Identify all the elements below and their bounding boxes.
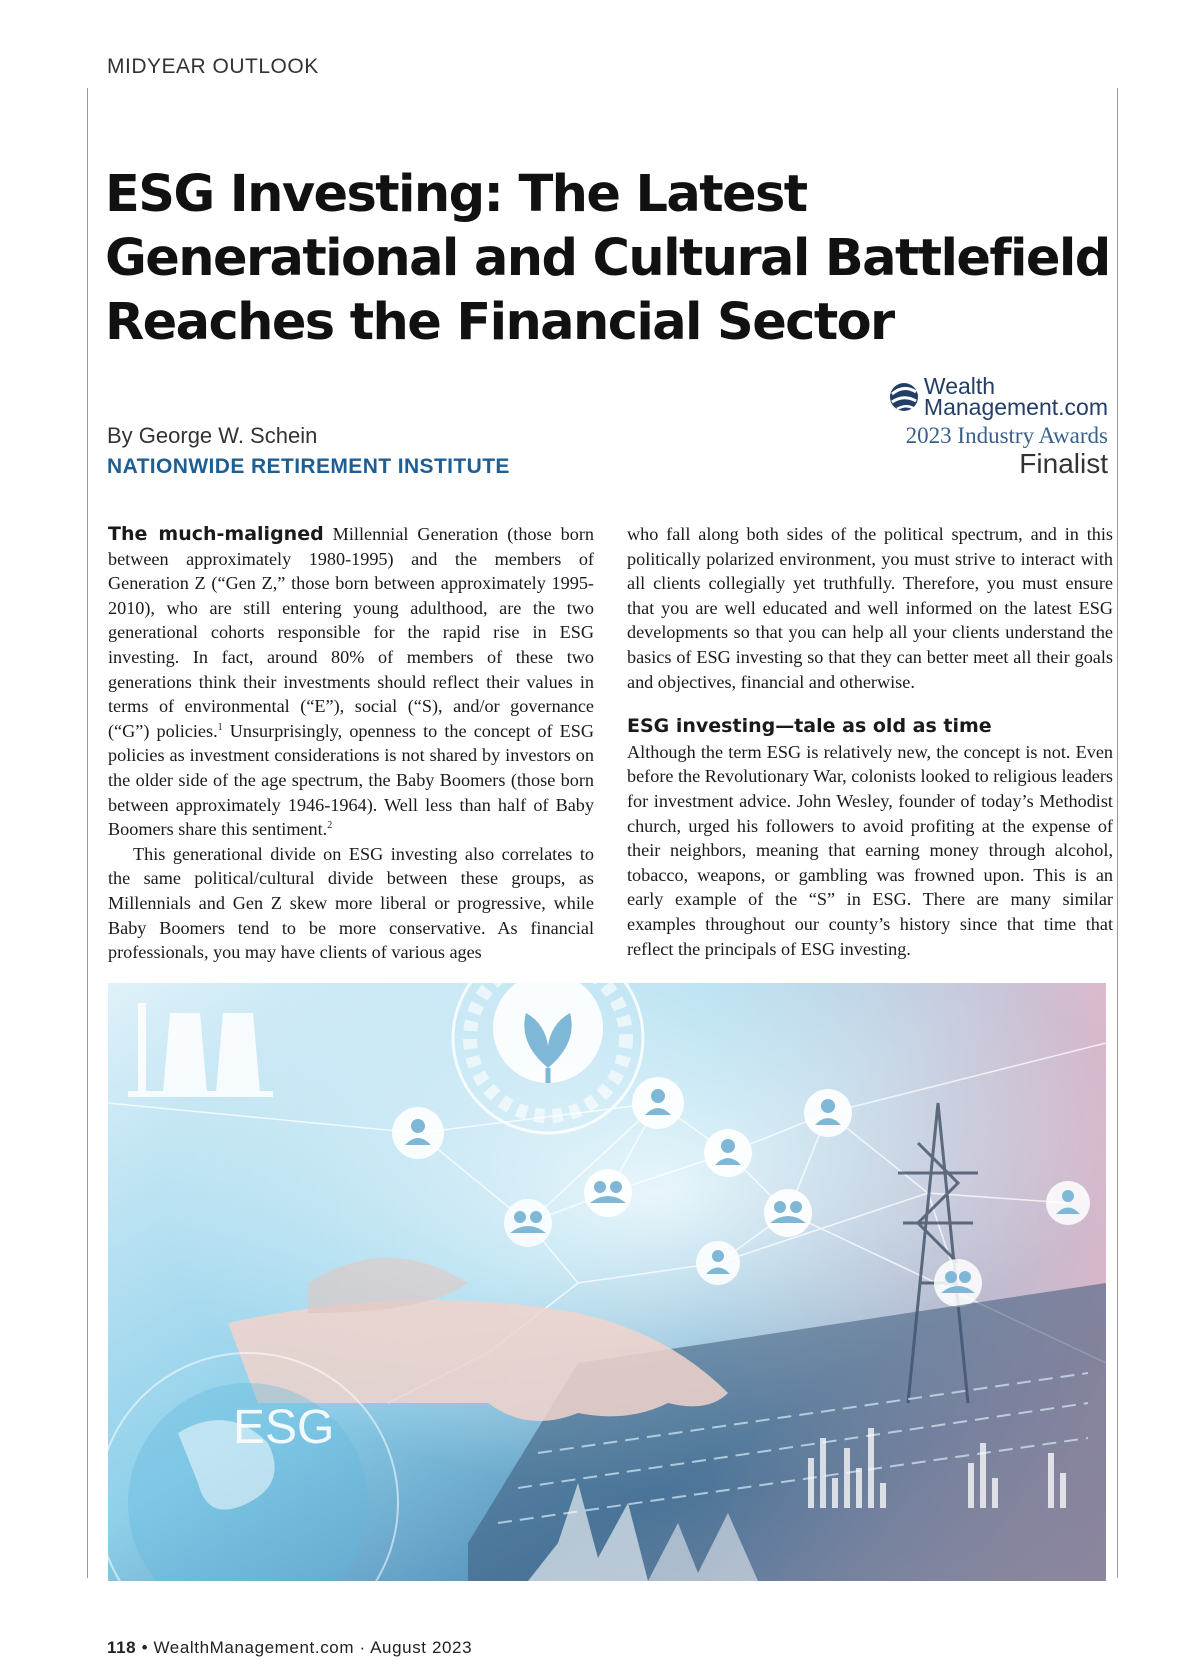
author-affiliation: NATIONWIDE RETIREMENT INSTITUTE bbox=[107, 455, 510, 478]
hero-image bbox=[108, 983, 1106, 1581]
person-node-icon bbox=[804, 1089, 852, 1137]
group-node-icon bbox=[764, 1189, 812, 1237]
award-brand-line-1: Wealth bbox=[923, 373, 996, 399]
award-brand-line-2: Management.com bbox=[923, 394, 1108, 420]
esg-overlay-text: ESG bbox=[233, 1401, 335, 1454]
issue-date: August 2023 bbox=[370, 1638, 473, 1657]
person-node-icon bbox=[696, 1241, 740, 1285]
title-line-3: Reaches the Financial Sector bbox=[105, 293, 894, 352]
left-margin-rule bbox=[87, 88, 88, 1578]
person-node-icon bbox=[1046, 1181, 1090, 1225]
esg-network-illustration bbox=[108, 983, 1106, 1581]
award-status: Finalist bbox=[1019, 448, 1108, 479]
award-brand bbox=[923, 373, 1108, 420]
title-line-1: ESG Investing: The Latest bbox=[105, 165, 807, 224]
body-column-left bbox=[108, 522, 594, 965]
body-paragraph-3: Although the term ESG is relatively new, the concept is not. Even before the Revolutionary War, colonists looked to religious leaders for investment advice. John Wesley, founder of today’s Methodist church, urged his followers to avoid profiting at the expense of their neighbors, meaning that earning money through alcohol, tobacco, weapons, or gambling was frowned upon. This is an early example of the “S” in ESG. There are many similar examples throughout our county’s history since that time that reflect the principals of ESG investing. bbox=[627, 741, 1113, 959]
body-paragraph-1 bbox=[108, 522, 594, 842]
page-footer bbox=[107, 1638, 472, 1658]
right-margin-rule bbox=[1117, 88, 1118, 1578]
award-name: 2023 Industry Awards bbox=[905, 423, 1108, 448]
body-paragraph-2: This generational divide on ESG investing also correlates to the same political/cultural divide between these groups, as Millennials and Gen Z skew more liberal or progressive, while Baby Boomers tend to be more conservative. As financial professionals, you may have clients of various ages bbox=[108, 843, 594, 963]
lead-in: The much-maligned bbox=[108, 523, 324, 545]
footer-separator-bullet: • bbox=[141, 1638, 154, 1657]
award-badge bbox=[840, 373, 1108, 479]
byline: By George W. Schein bbox=[107, 423, 318, 448]
page-number: 118 bbox=[107, 1638, 137, 1657]
body-column-right bbox=[627, 522, 1113, 961]
paragraph-1-text-a: Millennial Generation (those born between approximately 1980-1995) and the members of Generation Z (“Gen Z,” those born between approximately 1995-2010), who are still entering young adulthood, are the two generational cohorts responsible for the rapid rise in ESG investing. In fact, around 80% of members of these two generations think their investments should reflect their values in terms of environmental (“E”), social (“S), and/or governance (“G”) policies. bbox=[108, 524, 594, 741]
publication-name: WealthManagement.com bbox=[153, 1638, 355, 1657]
footer-separator-dot: · bbox=[359, 1638, 371, 1657]
article-title bbox=[105, 163, 1115, 355]
person-node-icon bbox=[934, 1259, 982, 1307]
award-logo bbox=[840, 373, 1108, 420]
footnote-ref-1: 1 bbox=[217, 721, 223, 733]
group-node-icon bbox=[584, 1169, 632, 1217]
group-node-icon bbox=[504, 1199, 552, 1247]
footnote-ref-2: 2 bbox=[327, 820, 333, 832]
section-subhead: ESG investing—tale as old as time bbox=[627, 715, 992, 738]
section-label: MIDYEAR OUTLOOK bbox=[107, 55, 319, 78]
title-line-2: Generational and Cultural Battlefield bbox=[105, 229, 1110, 288]
globe-swirl-icon bbox=[888, 380, 920, 414]
body-paragraph-2-continued: who fall along both sides of the political spectrum, and in this politically polarized environment, you must strive to interact with all clients collegially yet truthfully. Therefore, you must ensure that you are well educated and well informed on the latest ESG developments so that you can help all your clients understand the basics of ESG investing so that they can better meet all their goals and objectives, financial and otherwise. bbox=[627, 524, 1113, 692]
person-node-icon bbox=[632, 1077, 684, 1129]
paragraph-1-text-b: Unsurprisingly, openness to the concept of ESG policies as investment considerations is not shared by investors on the older side of the age spectrum, the Baby Boomers (those born between approximately 1946-1964). Well less than half of Baby Boomers share this sentiment. bbox=[108, 720, 594, 840]
person-node-icon bbox=[704, 1129, 752, 1177]
person-node-icon bbox=[392, 1107, 444, 1159]
